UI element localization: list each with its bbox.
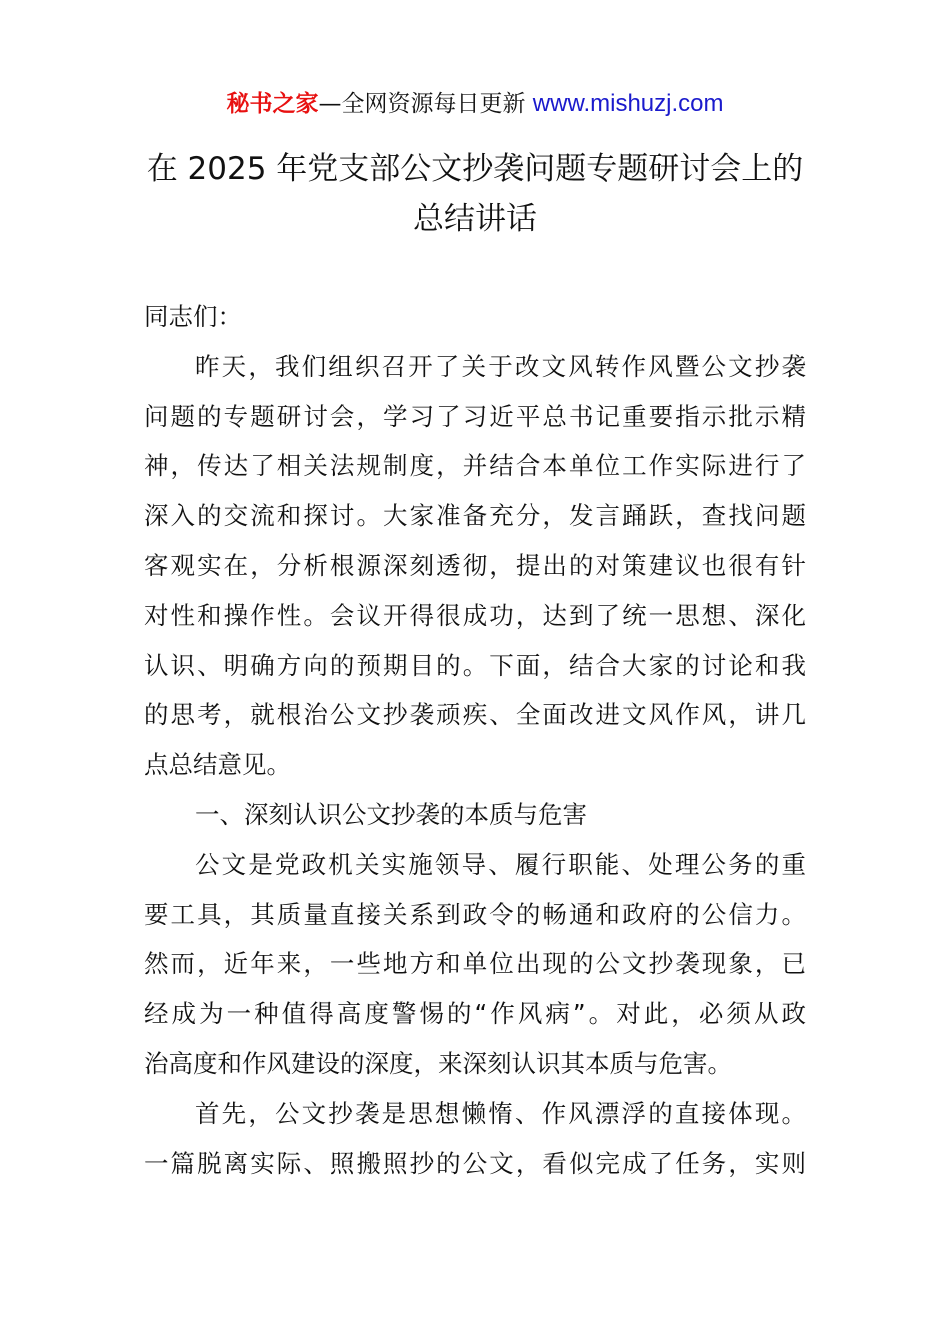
text-line: 首先，公文抄袭是思想懒惰、作风漂浮的直接体现。 [195,1098,806,1128]
text-line: 然而，近年来，一些地方和单位出现的公文抄袭现象，已 [144,949,806,979]
text-line: 神，传达了相关法规制度，并结合本单位工作实际进行了 [144,451,806,481]
section-heading [144,790,806,840]
document-body [144,292,806,1188]
title-line: 在 2025 年党支部公文抄袭问题专题研讨会上的 [146,151,804,187]
title-line: 总结讲话 [413,201,537,237]
site-header [0,88,950,120]
text-line: 经成为一种值得高度警惕的“作风病”。对此，必须从政 [144,999,806,1029]
text-line: 点总结意见。 [144,750,291,780]
site-url-link[interactable]: www.mishuzj.com [532,90,724,117]
text-line: 认识、明确方向的预期目的。下面，结合大家的讨论和我 [144,650,806,680]
text-line: 要工具，其质量直接关系到政令的畅通和政府的公信力。 [144,899,806,929]
site-brand: 秘书之家 [226,91,319,117]
text-line: 一、深刻认识公文抄袭的本质与危害 [195,799,587,829]
paragraph [144,1089,806,1189]
document-title [100,144,850,244]
text-line: 对性和操作性。会议开得很成功，达到了统一思想、深化 [144,600,806,630]
text-line: 公文是党政机关实施领导、履行职能、处理公务的重 [195,849,806,879]
salutation [144,292,806,342]
site-tagline: —全网资源每日更新 [318,91,533,117]
paragraph [144,840,806,1089]
text-line: 治高度和作风建设的深度，来深刻认识其本质与危害。 [144,1048,732,1078]
text-line: 深入的交流和探讨。大家准备充分，发言踊跃，查找问题 [144,501,806,531]
paragraph [144,342,806,790]
text-line: 同志们： [144,302,242,331]
text-line: 问题的专题研讨会，学习了习近平总书记重要指示批示精 [144,401,806,431]
text-line: 的思考，就根治公文抄袭顽疾、全面改进文风作风，讲几 [144,700,806,730]
text-line: 一篇脱离实际、照搬照抄的公文，看似完成了任务，实则 [144,1148,806,1178]
text-line: 客观实在，分析根源深刻透彻，提出的对策建议也很有针 [144,550,806,580]
text-line: 昨天，我们组织召开了关于改文风转作风暨公文抄袭 [195,351,806,381]
